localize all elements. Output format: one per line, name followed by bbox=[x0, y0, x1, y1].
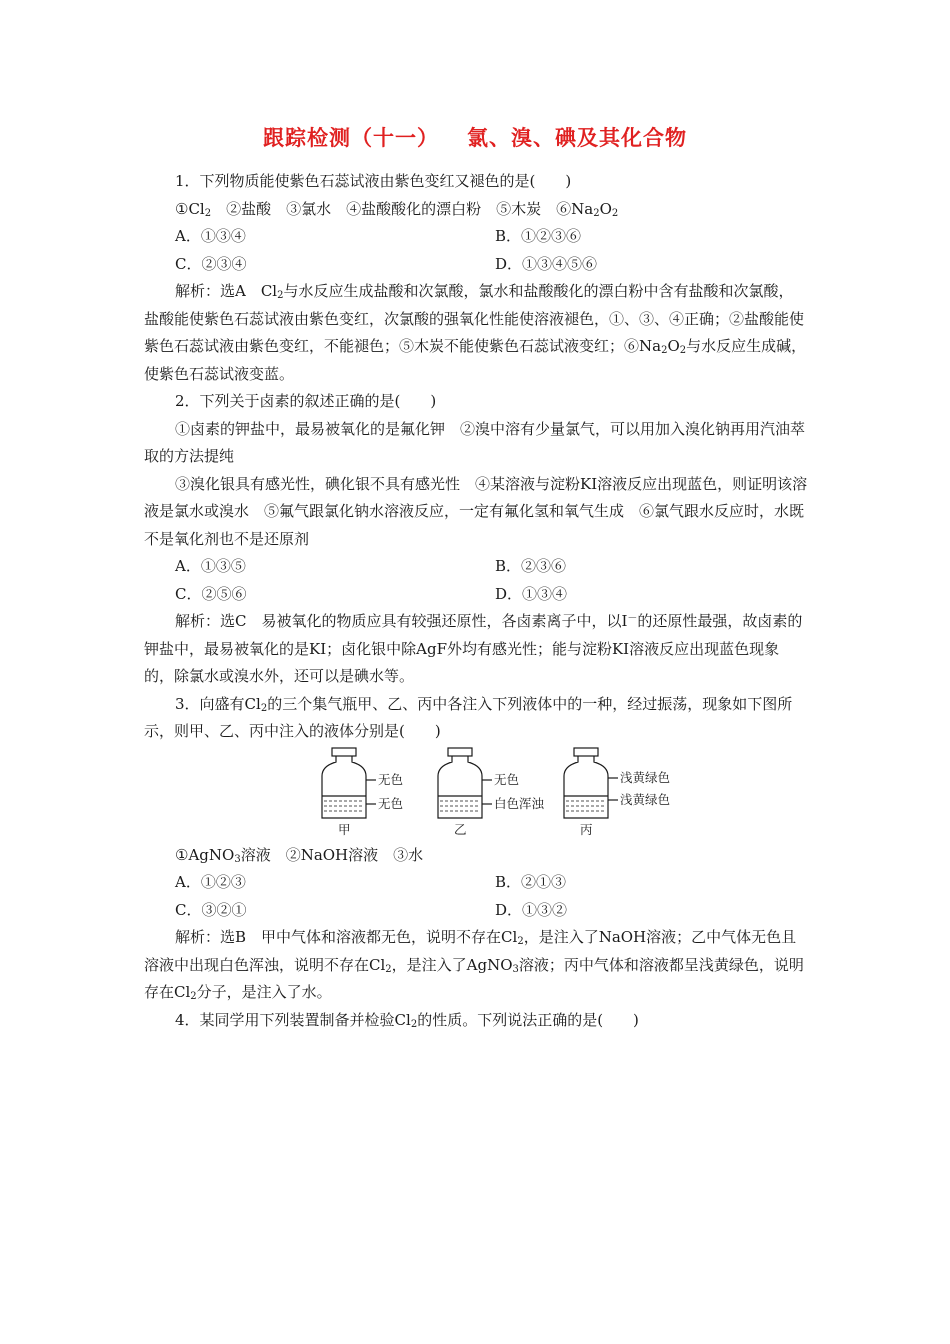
bottle-jia bbox=[322, 748, 376, 818]
jia-bottom-label: 无色 bbox=[378, 795, 404, 811]
q1-option-a: A．①③④ bbox=[175, 227, 246, 245]
title-left: 跟踪检测（十一） bbox=[263, 126, 439, 150]
q3-option-c: C．③②① bbox=[175, 900, 247, 919]
q1-options-row-2 bbox=[144, 251, 808, 279]
yi-top-label: 无色 bbox=[494, 771, 520, 787]
jia-top-label: 无色 bbox=[378, 771, 404, 787]
q2-option-b: B．②③⑥ bbox=[495, 557, 567, 575]
q2-analysis: 解析：选C 易被氧化的物质应具有较强还原性，各卤素离子中，以I－的还原性最强，故卤素的钾盐中，最易被氧化的是KI；卤化银中除AgF外均有感光性；能与淀粉KI溶液反应出现蓝色现象的，除氯水或溴水外，还可以是碘水等。 bbox=[144, 612, 803, 685]
q3-option-b: B．②①③ bbox=[495, 873, 567, 891]
q3-analysis: 解析：选B 甲中气体和溶液都无色，说明不存在$Cl_2$，是注入了NaOH溶液；乙中气体无色且溶液中出现白色浑浊，说明不存在$Cl_2$，是注入了AgNO$_3$溶液；丙中气体和溶液都呈浅黄绿色，说明存在$Cl_2$分子，是注入了水。 bbox=[144, 928, 804, 1002]
q1-option-d: D．①③④⑤⑥ bbox=[495, 254, 598, 273]
q2-option-c: C．②⑤⑥ bbox=[175, 584, 247, 603]
bottle-bing bbox=[564, 748, 618, 818]
q3-items: ①AgNO$_3$溶液 ②NaOH溶液 ③水 bbox=[175, 845, 424, 865]
gas-bottle-figure bbox=[144, 746, 808, 842]
bing-bottle-label: 丙 bbox=[580, 821, 593, 837]
q1-options-row-1 bbox=[144, 223, 808, 251]
q2-stem: 2．下列关于卤素的叙述正确的是( ) bbox=[175, 392, 437, 410]
jia-bottle-label: 甲 bbox=[338, 821, 351, 837]
gas-bottle-diagram bbox=[318, 746, 671, 838]
q3-options-row-2 bbox=[144, 897, 808, 925]
page-title bbox=[0, 122, 950, 152]
q3-stem: 3．向盛有$Cl_2$的三个集气瓶甲、乙、丙中各注入下列液体中的一种，经过振荡，现象如下图所示，则甲、乙、丙中注入的液体分别是( ) bbox=[144, 694, 793, 740]
title-right: 氯、溴、碘及其化合物 bbox=[467, 126, 687, 150]
q3-option-d: D．①③② bbox=[495, 900, 568, 919]
bottle-yi bbox=[438, 748, 492, 818]
bing-bottom-label: 浅黄绿色 bbox=[620, 791, 671, 807]
q2-option-a: A．①③⑤ bbox=[175, 557, 246, 575]
content bbox=[144, 168, 808, 1034]
q1-option-c: C．②③④ bbox=[175, 254, 247, 273]
bing-top-label: 浅黄绿色 bbox=[620, 769, 671, 785]
yi-bottom-label: 白色浑浊 bbox=[494, 795, 545, 811]
q1-stem: 1．下列物质能使紫色石蕊试液由紫色变红又褪色的是( ) bbox=[175, 172, 572, 190]
q1-option-b: B．①②③⑥ bbox=[495, 227, 582, 245]
q2-line-1: ①卤素的钾盐中，最易被氧化的是氟化钾 ②溴中溶有少量氯气，可以用加入溴化钠再用汽油萃取的方法提纯 bbox=[144, 419, 806, 465]
q2-options-row-2 bbox=[144, 581, 808, 609]
q2-option-d: D．①③④ bbox=[495, 584, 568, 603]
q3-options-row-1 bbox=[144, 869, 808, 897]
q2-line-2: ③溴化银具有感光性，碘化银不具有感光性 ④某溶液与淀粉KI溶液反应出现蓝色，则证明该溶液是氯水或溴水 ⑤氟气跟氯化钠水溶液反应，一定有氟化氢和氧气生成 ⑥氯气跟水反应时，水既不是氧化剂也不是还原剂 bbox=[144, 474, 808, 548]
yi-bottle-label: 乙 bbox=[454, 821, 467, 837]
q3-option-a: A．①②③ bbox=[175, 873, 246, 891]
q4-stem: 4．某同学用下列装置制备并检验$Cl_2$的性质。下列说法正确的是( ) bbox=[175, 1010, 639, 1030]
q1-items: $①Cl_2$ ②盐酸 ③氯水 ④盐酸酸化的漂白粉 ⑤木炭 $⑥Na_2O_2$ bbox=[175, 199, 619, 219]
q2-options-row-1 bbox=[144, 553, 808, 581]
q1-analysis: 解析：选A $Cl_2$与水反应生成盐酸和次氯酸，氯水和盐酸酸化的漂白粉中含有盐酸和次氯酸，盐酸能使紫色石蕊试液由紫色变红，次氯酸的强氧化性能使溶液褪色，①、③、④正确；②盐酸能使紫色石蕊试液由紫色变红，不能褪色；⑤木炭不能使紫色石蕊试液变红；$⑥Na_2O_2$与水反应生成碱，使紫色石蕊试液变蓝。 bbox=[144, 282, 807, 383]
